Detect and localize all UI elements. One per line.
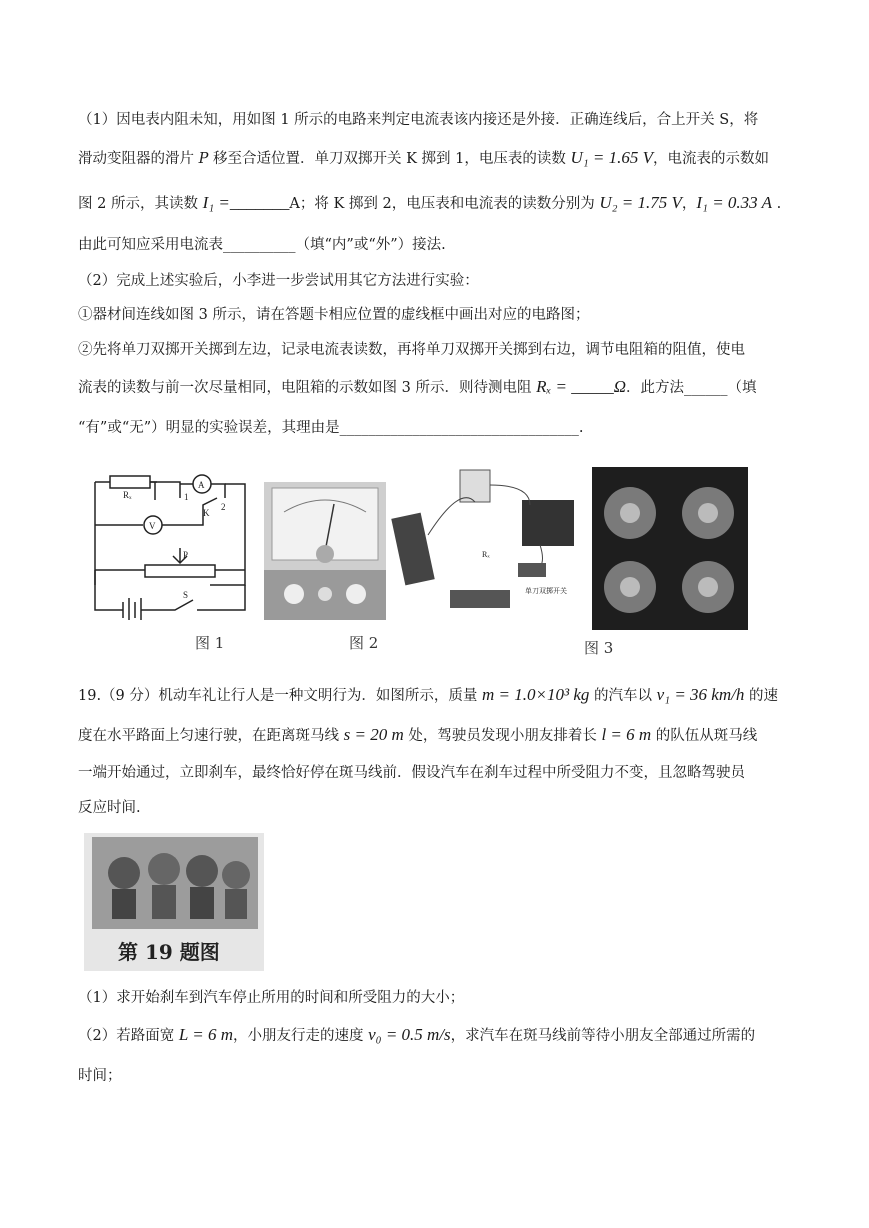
q19-figure-photo [84, 833, 264, 971]
q19-sub1: （1）求开始刹车到汽车停止所用的时间和所受阻力的大小； [78, 990, 465, 1006]
q19-line1: 19.（9 分）机动车礼让行人是一种文明行为．如图所示，质量 m = 1.0×10³ kg 的汽车以 v₁ = 36 km/h 的速 [78, 685, 778, 704]
i1-value: I₁ = 0.33 A [696, 193, 772, 212]
q19-s: s = 20 m [343, 725, 404, 744]
q18-part2-line2: ①器材间连线如图 3 所示，请在答题卡相应位置的虚线框中画出对应的电路图； [78, 307, 590, 323]
fig1-label-1: 1 [184, 492, 189, 502]
figure3-equipment-photo [390, 465, 752, 635]
q18-part1-line1: （1）因电表内阻未知，用如图 1 所示的电路来判定电流表该内接还是外接．正确连线后，合上开关 S，将 [78, 112, 759, 128]
u2-value: U₂ = 1.75 V [599, 193, 682, 212]
rheostat [145, 565, 215, 577]
figure1-caption: 图 1 [195, 634, 225, 652]
q18-part1-line3: 图 2 所示，其读数 I₁ =_______A；将 K 掷到 2，电压表和电流表的读数分别为 U₂ = 1.75 V，I₁ = 0.33 A . [78, 193, 782, 212]
q19-sub2-cont: 时间； [78, 1068, 122, 1084]
fig1-label-p: P [183, 550, 189, 560]
q19-l: l = 6 m [601, 725, 652, 744]
fig1-label-k: K [203, 508, 210, 518]
figure1-circuit [85, 470, 255, 620]
fig1-label-2: 2 [221, 502, 226, 512]
fig1-label-v: V [149, 521, 156, 531]
q19-line3: 一端开始通过，立即刹车，最终恰好停在斑马线前．假设汽车在刹车过程中所受阻力不变，且忽略驾驶员 [78, 765, 745, 781]
q19-sub2: （2）若路面宽 L = 6 m，小朋友行走的速度 v₀ = 0.5 m/s，求汽车在斑马线前等待小朋友全部通过所需的 [78, 1025, 756, 1044]
q18-part2-line3: ②先将单刀双掷开关掷到左边，记录电流表读数，再将单刀双掷开关掷到右边，调节电阻箱的阻值，使电 [78, 342, 745, 358]
q18-part2-line4: 流表的读数与前一次尽量相同，电阻箱的示数如图 3 所示．则待测电阻 Rₓ = _____Ω．此方法______（填 [78, 377, 757, 396]
q18-part1-line4: 由此可知应采用电流表__________（填“内”或“外”）接法. [78, 237, 446, 253]
rx-resistor [110, 476, 150, 488]
q18-part1-line2: 滑动变阻器的滑片 P 移至合适位置．单刀双掷开关 K 掷到 1，电压表的读数 U₁ = 1.65 V，电流表的示数如 [78, 148, 770, 167]
i1-blank: I₁ =_______ [202, 193, 290, 212]
figure2-ammeter-photo [264, 482, 386, 620]
fig1-label-a: A [198, 480, 205, 490]
fig3-label-switch: 单刀双掷开关 [525, 588, 567, 595]
q19-figure-caption: 第 19 题图 [118, 940, 220, 964]
rx-blank: Rₓ = _____Ω [536, 377, 627, 396]
u1-value: U₁ = 1.65 V [570, 148, 654, 167]
fig1-label-rx: Rₓ [123, 490, 132, 500]
q19-L: L = 6 m [178, 1025, 233, 1044]
q19-v0: v₀ = 0.5 m/s [368, 1025, 451, 1044]
q18-part2-line1: （2）完成上述实验后，小李进一步尝试用其它方法进行实验： [78, 273, 479, 289]
q19-mass: m = 1.0×10³ kg [482, 685, 590, 704]
figure2-caption: 图 2 [349, 634, 379, 652]
q18-part2-line5: “有”或“无”）明显的实验误差，其理由是_________________________________. [78, 420, 584, 436]
q19-line4: 反应时间. [78, 800, 141, 816]
q19-v1: v₁ = 36 km/h [656, 685, 745, 704]
fig3-label-rx: Rₓ [482, 550, 490, 559]
figure3-caption: 图 3 [584, 639, 614, 657]
fig1-label-s: S [183, 590, 189, 600]
q19-line2: 度在水平路面上匀速行驶，在距离斑马线 s = 20 m 处，驾驶员发现小朋友排着长 l = 6 m 的队伍从斑马线 [78, 725, 758, 744]
